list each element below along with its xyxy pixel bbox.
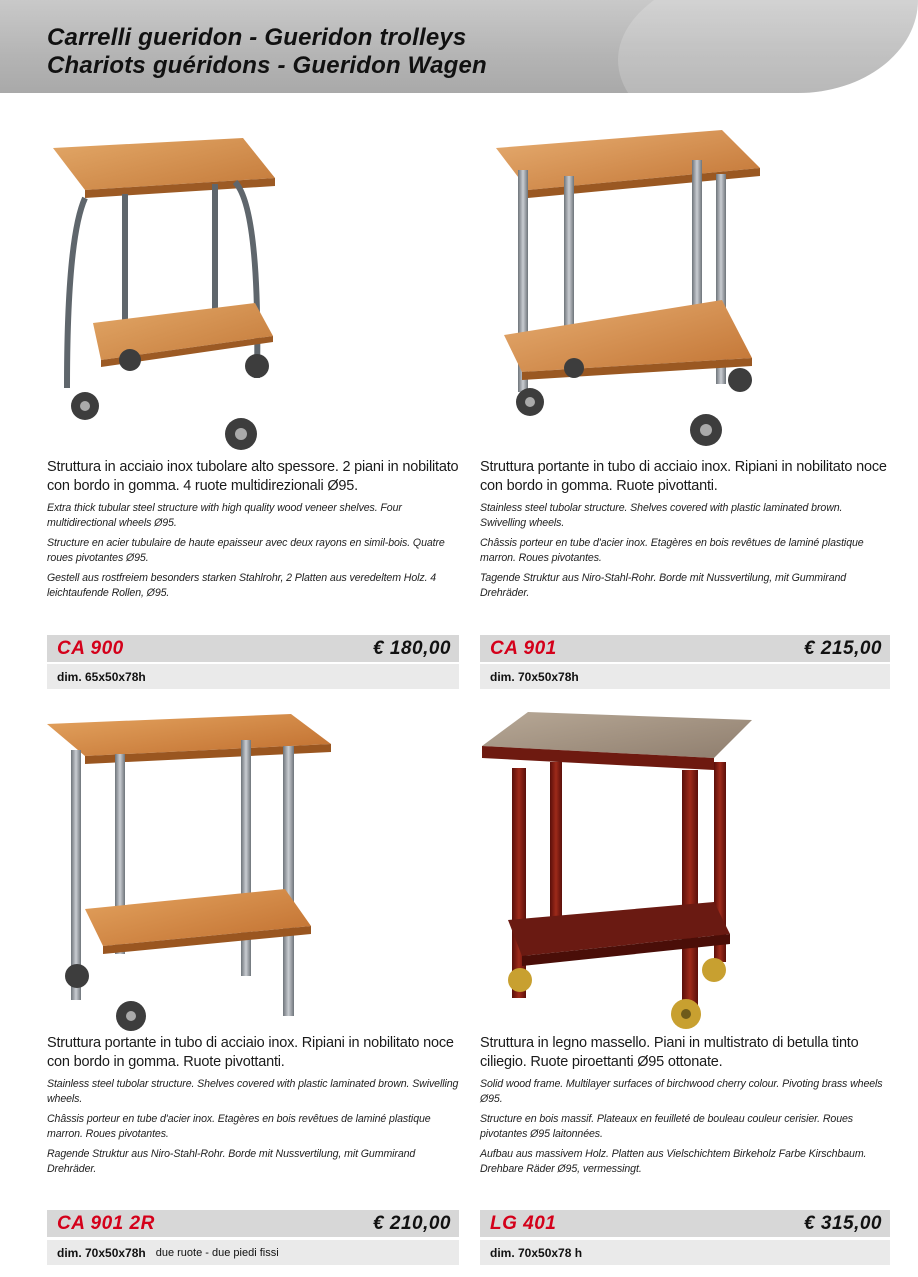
product-dimension-note: due ruote - due piedi fissi	[155, 1246, 279, 1259]
page-title-line-2: Chariots guéridons - Gueridon Wagen	[47, 52, 487, 79]
desc-german: Gestell aus rostfreiem besonders starken Stahlrohr, 2 Platten aus veredeltem Holz. 4 leichtaufende Rollen, Ø95.	[47, 572, 437, 599]
header-swoosh	[618, 0, 918, 93]
desc-english: Extra thick tubular steel structure with high quality wood veneer shelves. Four multidirectional wheels Ø95.	[47, 502, 402, 529]
price-bar-ca900	[47, 635, 459, 662]
product-dimensions: dim. 65x50x78h	[57, 669, 146, 684]
product-image-ca901	[492, 130, 762, 452]
desc-german: Tagende Struktur aus Niro-Stahl-Rohr. Borde mit Nussvertilung, mit Gummirand Drehräder.	[480, 572, 847, 599]
product-code: CA 901	[490, 637, 557, 659]
product-dimensions: dim. 70x50x78h	[490, 669, 579, 684]
dimension-bar-ca900	[47, 664, 459, 689]
price-bar-ca9012r	[47, 1210, 459, 1237]
price-bar-lg401	[480, 1210, 890, 1237]
desc-italian: Struttura portante in tubo di acciaio inox. Ripiani in nobilitato noce con bordo in gomma. Ruote pivottanti.	[480, 459, 887, 494]
desc-italian: Struttura portante in tubo di acciaio inox. Ripiani in nobilitato noce con bordo in gomma. Ruote pivottanti.	[47, 1035, 454, 1070]
desc-english: Stainless steel tubolar structure. Shelves covered with plastic laminated brown. Swivelling wheels.	[47, 1078, 459, 1105]
product-dimensions: dim. 70x50x78h	[57, 1245, 146, 1260]
price-bar-ca901	[480, 635, 890, 662]
desc-italian: Struttura in legno massello. Piani in multistrato di betulla tinto ciliegio. Ruote piroettanti Ø95 ottonate.	[480, 1035, 859, 1070]
desc-english: Stainless steel tubolar structure. Shelves covered with plastic laminated brown. Swivelling wheels.	[480, 502, 843, 529]
product-description-lg401	[480, 1034, 890, 1177]
product-description-ca9012r	[47, 1034, 459, 1177]
product-code: CA 901 2R	[57, 1212, 155, 1234]
product-price: € 210,00	[373, 1212, 451, 1234]
product-code: LG 401	[490, 1212, 557, 1234]
product-code: CA 900	[57, 637, 124, 659]
desc-english: Solid wood frame. Multilayer surfaces of birchwood cherry colour. Pivoting brass wheels Ø95.	[480, 1078, 883, 1105]
desc-french: Structure en bois massif. Plateaux en feuilleté de bouleau couleur cerisier. Roues pivotantes Ø95 laitonnées.	[480, 1113, 853, 1140]
page-title-line-1: Carrelli gueridon - Gueridon trolleys	[47, 24, 467, 51]
product-price: € 215,00	[804, 637, 882, 659]
desc-french: Châssis porteur en tube d'acier inox. Etagères en bois revêtues de laminé plastique marron. Roues pivotantes.	[480, 537, 864, 564]
desc-italian: Struttura in acciaio inox tubolare alto spessore. 2 piani in nobilitato con bordo in gomma. 4 ruote multidirezionali Ø95.	[47, 459, 459, 494]
dimension-bar-lg401	[480, 1240, 890, 1265]
product-image-ca9012r	[45, 714, 335, 1036]
product-description-ca900	[47, 458, 459, 601]
desc-german: Ragende Struktur aus Niro-Stahl-Rohr. Borde mit Nussvertilung, mit Gummirand Drehräder.	[47, 1148, 416, 1175]
dimension-bar-ca9012r	[47, 1240, 459, 1265]
product-dimensions: dim. 70x50x78 h	[490, 1245, 583, 1260]
product-image-lg401	[478, 712, 758, 1034]
desc-french: Châssis porteur en tube d'acier inox. Etagères en bois revêtues de laminé plastique marron. Roues pivotantes.	[47, 1113, 431, 1140]
product-description-ca901	[480, 458, 890, 601]
desc-french: Structure en acier tubulaire de haute epaisseur avec deux rayons en simil-bois. Quatre roues pivotantes Ø95.	[47, 537, 445, 564]
dimension-bar-ca901	[480, 664, 890, 689]
product-image-ca900	[45, 138, 285, 458]
desc-german: Aufbau aus massivem Holz. Platten aus Vielschichtem Birkeholz Farbe Kirschbaum. Drehbare Räder Ø95, vermessingt.	[480, 1148, 867, 1175]
product-price: € 180,00	[373, 637, 451, 659]
product-price: € 315,00	[804, 1212, 882, 1234]
